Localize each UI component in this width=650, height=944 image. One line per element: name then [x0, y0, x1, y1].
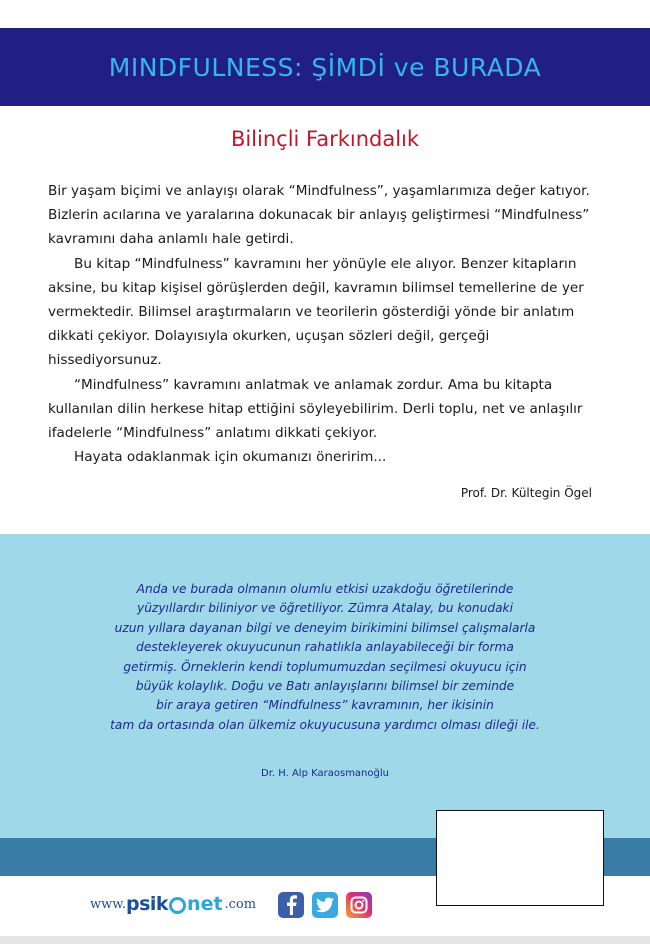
- endorsement-quote: [40, 580, 610, 735]
- quote-line: Anda ve burada olmanın olumlu etkisi uzakdoğu öğretilerinde: [136, 582, 514, 596]
- twitter-icon[interactable]: [312, 892, 338, 918]
- footer-strip: [0, 936, 650, 944]
- logo-circle-icon: [169, 897, 186, 914]
- quote-line: tam da ortasında olan ülkemiz okuyucusuna yardımcı olması dileği ile.: [110, 717, 540, 732]
- quote-line: getirmiş. Örneklerin kendi toplumumuzdan seçilmesi okuyucu için: [123, 659, 527, 674]
- blurb-paragraph-1: Bir yaşam biçimi ve anlayışı olarak “Mindfulness”, yaşamlarımıza değer katıyor. Bizlerin acılarına ve yaralarına dokunacak bir anlayış geliştirmesi “Mindfulness” kavramını daha anlamlı hale getirdi.: [48, 183, 590, 248]
- title-banner: [0, 28, 650, 106]
- quote-line: destekleyerek okuyucunun rahatlıkla anlayabileceği bir forma: [136, 640, 514, 655]
- facebook-icon[interactable]: [278, 892, 304, 918]
- quote-line: bir araya getiren “Mindfulness” kavramının, her ikisinin: [156, 698, 494, 713]
- blurb-signature: Prof. Dr. Kültegin Ögel: [460, 486, 592, 500]
- logo-com: .com: [224, 896, 257, 912]
- logo-psik: psik: [125, 893, 169, 915]
- logo-www: www.: [90, 896, 126, 912]
- section-subtitle: Bilinçli Farkındalık: [230, 127, 420, 151]
- blurb-text: [48, 179, 603, 469]
- book-title: MINDFULNESS: ŞİMDİ ve BURADA: [108, 52, 542, 82]
- blurb-paragraph-4: Hayata odaklanmak için okumanızı öneririm...: [74, 449, 387, 466]
- logo-net: net: [187, 893, 223, 915]
- psikonet-logo[interactable]: [90, 893, 256, 915]
- blurb-paragraph-3: “Mindfulness” kavramını anlatmak ve anlamak zordur. Ama bu kitapta kullanılan dilin herkese hitap ettiğini söyleyebilirim. Derli toplu, net ve anlaşılır ifadelerle “Mindfulness” anlatımı dikkati çekiyor.: [48, 376, 583, 442]
- top-margin: [0, 0, 650, 28]
- quote-line: yüzyıllardır biliniyor ve öğretiliyor. Zümra Atalay, bu konudaki: [137, 601, 513, 616]
- quote-line: büyük kolaylık. Doğu ve Batı anlayışlarını bilimsel bir zeminde: [135, 679, 515, 694]
- social-icons: [278, 892, 372, 918]
- quote-line: uzun yıllara dayanan bilgi ve deneyim birikimini bilimsel çalışmalarla: [114, 620, 536, 635]
- instagram-icon[interactable]: [346, 892, 372, 918]
- quote-signature: Dr. H. Alp Karaosmanoğlu: [261, 768, 389, 779]
- barcode-area: [436, 810, 604, 906]
- blurb-paragraph-2: Bu kitap “Mindfulness” kavramını her yönüyle ele alıyor. Benzer kitapların aksine, bu kitap kişisel görüşlerden değil, kavramın bilimsel temellerine de yer vermektedir. Bilimsel araştırmaların ve teorilerin gösterdiği yönde bir anlatım dikkati çekiyor. Dolayısıyla okurken, uçuşan sözleri değil, gerçeği hissediyorsunuz.: [48, 255, 584, 369]
